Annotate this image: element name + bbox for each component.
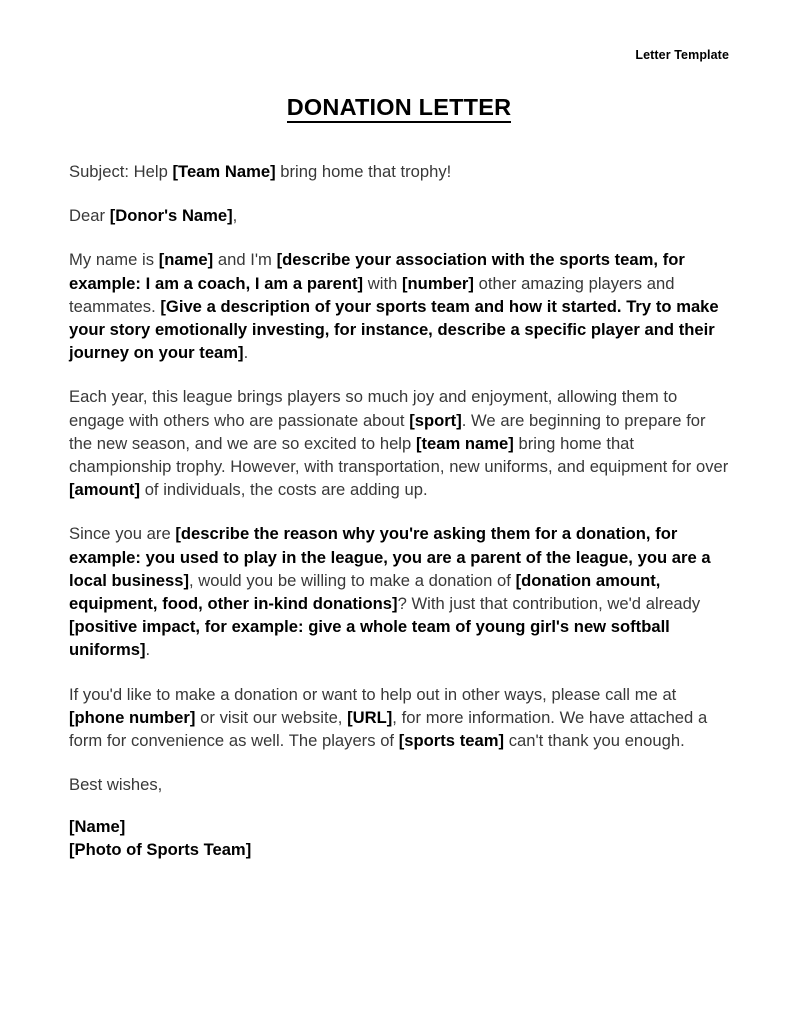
- paragraph-donation-request: [69, 522, 730, 661]
- p3-positive-impact-placeholder: [positive impact, for example: give a whole team of young girl's new softball uniforms]: [69, 617, 670, 660]
- p1-association-placeholder: [describe your association with the sports team, for example: I am a coach, I am a parent]: [69, 250, 685, 293]
- p1-text-5: .: [243, 343, 249, 363]
- page-title: DONATION LETTER: [287, 94, 512, 123]
- p3-donation-type-placeholder: [donation amount, equipment, food, other in-kind donations]: [69, 570, 661, 614]
- signature-spacer: [69, 796, 730, 816]
- p1-text-3: with: [363, 273, 403, 293]
- salutation-suffix: ,: [232, 206, 238, 226]
- p3-reason-placeholder: [describe the reason why you're asking them for a donation, for example: you used to play in the league, you are a parent of the league, you are a local business]: [69, 524, 711, 590]
- salutation-donor-placeholder: [Donor's Name]: [109, 206, 233, 226]
- salutation-prefix: Dear: [69, 206, 110, 226]
- salutation-line: [69, 204, 730, 227]
- p4-text-4: can't thank you enough.: [503, 731, 685, 751]
- letter-body: [69, 160, 730, 862]
- document-title-container: [69, 94, 729, 123]
- paragraph-introduction: [69, 248, 730, 364]
- subject-team-placeholder: [Team Name]: [172, 162, 276, 181]
- p3-text-3: ? With just that contribution, we'd already: [397, 594, 701, 614]
- p4-text-1: If you'd like to make a donation or want to help out in other ways, please call me at: [69, 684, 677, 704]
- p2-amount-placeholder: [amount]: [69, 480, 140, 500]
- p4-url-placeholder: [URL]: [347, 707, 393, 727]
- paragraph-contact-info: [69, 683, 730, 753]
- p4-text-2: or visit our website,: [195, 707, 348, 727]
- signature-name-placeholder: [Name]: [69, 817, 126, 837]
- p1-description-placeholder: [Give a description of your sports team and how it started. Try to make your story emotionally investing, for instance, describe a specific player and their journey on your team]: [69, 296, 719, 363]
- p2-text-4: of individuals, the costs are adding up.: [139, 480, 428, 500]
- header-template-label: Letter Template: [635, 48, 729, 62]
- p2-text-2: . We are beginning to prepare for the new season, and we are so excited to help: [69, 410, 706, 453]
- subject-line: [69, 160, 730, 183]
- p3-text-4: .: [145, 640, 151, 660]
- p4-text-3: , for more information. We have attached a form for convenience as well. The players of: [69, 707, 708, 751]
- p1-number-placeholder: [number]: [402, 273, 474, 293]
- closing-line: Best wishes,: [69, 775, 163, 795]
- subject-suffix: bring home that trophy!: [275, 162, 452, 181]
- p4-sports-team-placeholder: [sports team]: [398, 731, 504, 751]
- p1-text-1: My name is: [69, 250, 159, 270]
- p4-phone-placeholder: [phone number]: [69, 707, 196, 727]
- page-header: [69, 46, 729, 64]
- p2-text-3: bring home that championship trophy. However, with transportation, new uniforms, and equipment for over: [69, 433, 729, 477]
- p2-text-1: Each year, this league brings players so much joy and enjoyment, allowing them to engage with others who are passionate about: [69, 387, 678, 430]
- p1-name-placeholder: [name]: [158, 250, 214, 270]
- signature-photo-placeholder: [Photo of Sports Team]: [69, 840, 252, 860]
- p1-text-4: other amazing players and teammates.: [69, 273, 675, 316]
- p2-sport-placeholder: [sport]: [409, 410, 462, 430]
- paragraph-league-context: [69, 385, 730, 501]
- p2-team-name-placeholder: [team name]: [415, 433, 514, 453]
- p3-text-2: , would you be willing to make a donation of: [188, 570, 516, 590]
- subject-prefix: Subject: Help: [69, 162, 173, 181]
- p3-text-1: Since you are: [69, 524, 176, 544]
- p1-text-2: and I'm: [213, 250, 277, 270]
